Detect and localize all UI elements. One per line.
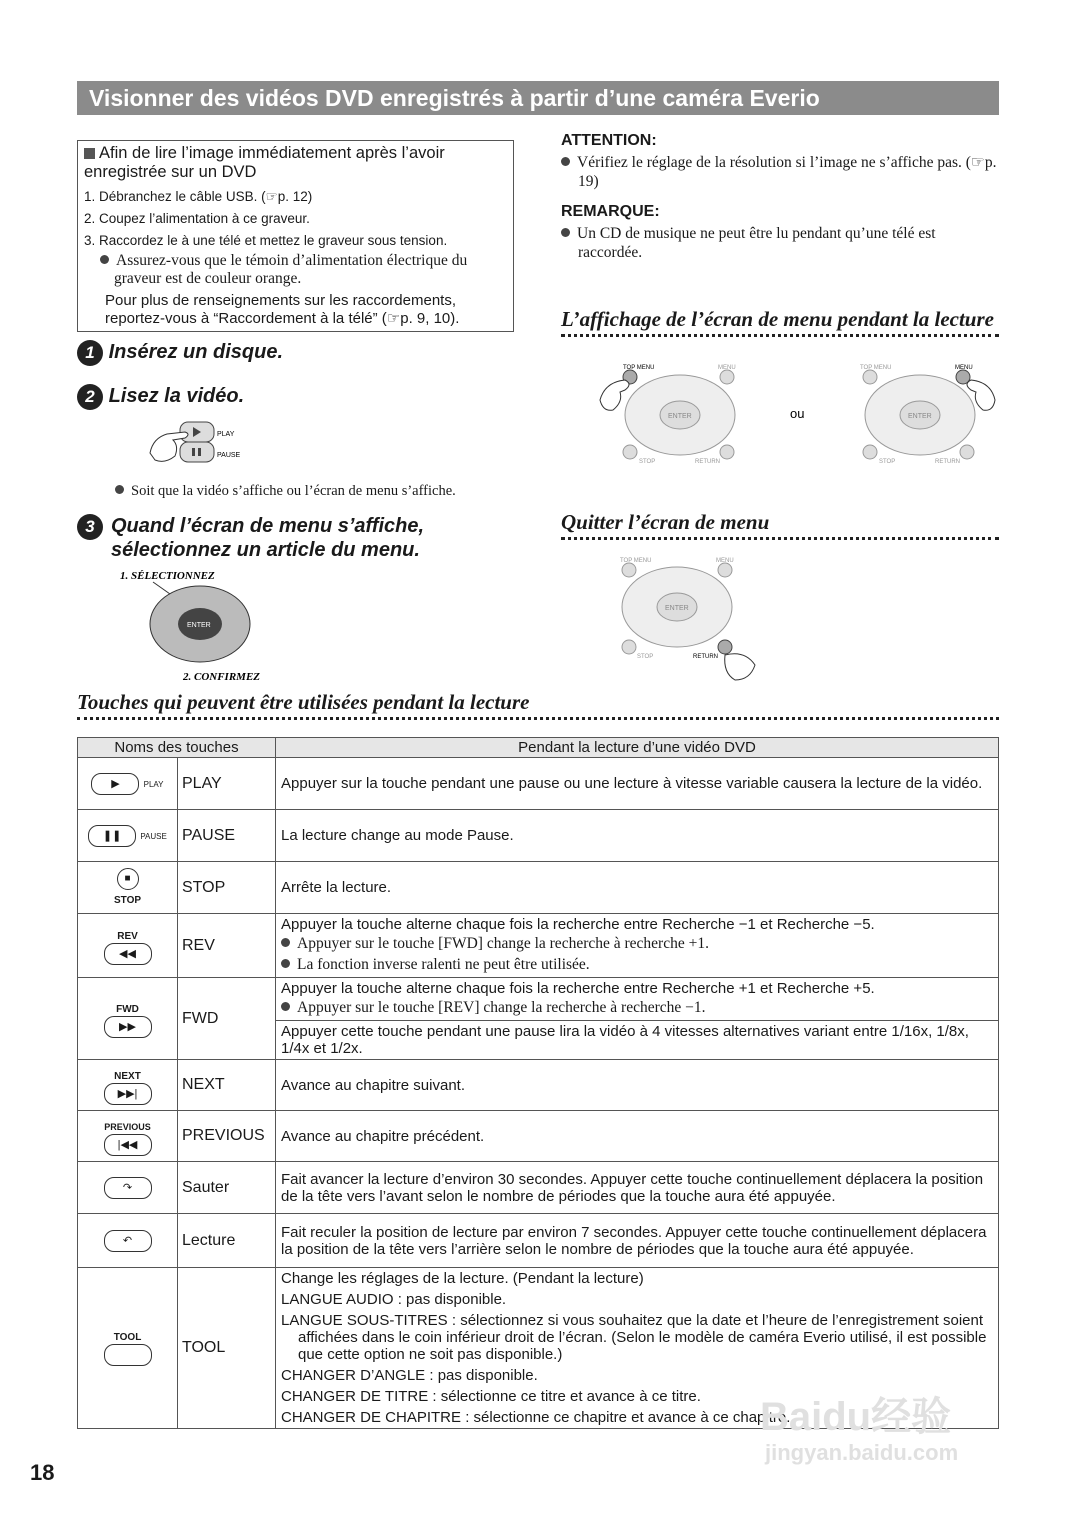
key-desc: Avance au chapitre suivant. xyxy=(276,1060,999,1111)
stop-label: STOP xyxy=(637,654,654,660)
key-desc: Change les réglages de la lecture. (Pendant la lecture) xyxy=(281,1270,644,1287)
table-row xyxy=(78,1162,999,1214)
menu-label: MENU xyxy=(955,365,973,371)
key-desc: Appuyer la touche alterne chaque fois la recherche entre Recherche −1 et Recherche −5. xyxy=(281,916,875,933)
step-3 xyxy=(77,514,497,562)
key-desc: La lecture change au mode Pause. xyxy=(276,810,999,862)
stop-label: STOP xyxy=(879,459,896,465)
table-row xyxy=(78,914,999,978)
menu-section-title: L’affichage de l’écran de menu pendant la lecture xyxy=(561,307,999,337)
key-desc: CHANGER DE TITRE : sélectionne ce titre et avance à ce titre. xyxy=(281,1388,701,1405)
attention-text: Vérifiez le réglage de la résolution si l’image ne s’affiche pas. (☞p. 19) xyxy=(577,154,997,190)
step-2 xyxy=(77,384,244,410)
top-menu-label: TOP MENU xyxy=(620,558,652,564)
rewind-icon: ◀◀ xyxy=(104,943,152,965)
note-bullet: Assurez-vous que le témoin d’alimentation électrique du graveur est de couleur orange. xyxy=(114,252,468,287)
table-header-desc: Pendant la lecture d’une vidéo DVD xyxy=(276,738,999,758)
step2-note: Soit que la vidéo s’affiche ou l’écran de menu s’affiche. xyxy=(131,483,456,499)
watermark-url: jingyan.baidu.com xyxy=(765,1440,959,1465)
enter-label: ENTER xyxy=(665,605,689,612)
step-1 xyxy=(77,340,283,366)
table-row xyxy=(78,862,999,914)
attention-title: ATTENTION: xyxy=(561,132,657,149)
icon-label: PAUSE xyxy=(140,831,167,841)
page-title: Visionner des vidéos DVD enregistrés à partir d’une caméra Everio xyxy=(77,81,999,115)
return-label: RETURN xyxy=(693,654,718,660)
key-desc: Appuyer sur la touche pendant une pause ou une lecture à vitesse variable causera la lecture de la vidéo. xyxy=(276,758,999,810)
note-step: 3. Raccordez le à une télé et mettez le graveur sous tension. xyxy=(84,233,448,248)
key-name: PLAY xyxy=(178,758,276,810)
return-label: RETURN xyxy=(935,459,960,465)
icon-label: PLAY xyxy=(143,779,164,789)
table-row xyxy=(78,1214,999,1268)
step-number: 2 xyxy=(77,384,103,410)
step-text: Insérez un disque. xyxy=(108,341,284,363)
stop-icon: ■ xyxy=(117,868,139,890)
step-text: Quand l’écran de menu s’affiche, sélectionnez un article du menu. xyxy=(111,515,425,561)
select-label: 1. SÉLECTIONNEZ xyxy=(120,570,215,582)
key-bullet: La fonction inverse ralenti ne peut être utilisée. xyxy=(297,956,590,973)
page-number: 18 xyxy=(30,1460,55,1485)
note-box xyxy=(77,140,514,332)
keys-table xyxy=(77,737,999,1429)
key-desc: Appuyer cette touche pendant une pause lira la vidéo à 4 vitesses alternatives variant entre 1/16x, 1/8x, 1/4x et 1/2x. xyxy=(276,1020,998,1059)
bullet-icon xyxy=(281,1002,290,1011)
key-desc: Fait reculer la position de lecture par environ 7 secondes. Appuyer cette touche continuellement déplacera la position de la tête vers l’arrière selon le nombre de périodes que la touche aura été appuyée. xyxy=(276,1214,999,1268)
icon-label: TOOL xyxy=(113,1331,142,1343)
watermark: Baidu经验 xyxy=(760,1395,952,1439)
icon-label: NEXT xyxy=(114,1070,141,1082)
bullet-icon xyxy=(100,255,109,264)
icon-label: FWD xyxy=(116,1004,139,1015)
bullet-icon xyxy=(281,959,290,968)
key-bullet: Appuyer sur le touche [FWD] change la recherche à recherche +1. xyxy=(297,935,709,952)
menu-label: MENU xyxy=(716,558,734,564)
key-name: FWD xyxy=(178,978,276,1060)
key-bullet: Appuyer sur le touche [REV] change la recherche à recherche −1. xyxy=(297,999,706,1016)
key-name: PREVIOUS xyxy=(178,1111,276,1162)
key-desc: Avance au chapitre précédent. xyxy=(276,1111,999,1162)
replay-icon: ↶ xyxy=(104,1230,152,1252)
key-desc: LANGUE AUDIO : pas disponible. xyxy=(281,1291,507,1308)
fast-forward-icon: ▶▶ xyxy=(104,1016,152,1038)
enter-label: ENTER xyxy=(187,622,211,629)
table-row xyxy=(78,1111,999,1162)
key-name: NEXT xyxy=(178,1060,276,1111)
key-name: PAUSE xyxy=(178,810,276,862)
pause-icon: ❚❚ xyxy=(88,825,136,847)
icon-label: REV xyxy=(117,931,138,942)
next-icon: ▶▶| xyxy=(104,1083,152,1105)
key-name: REV xyxy=(178,914,276,978)
return-label: RETURN xyxy=(695,459,720,465)
table-header-keys: Noms des touches xyxy=(78,738,276,758)
remarque-text: Un CD de musique ne peut être lu pendant qu’une télé est raccordée. xyxy=(577,225,936,261)
tool-icon xyxy=(104,1344,152,1366)
key-name: STOP xyxy=(178,862,276,914)
top-menu-label: TOP MENU xyxy=(860,365,892,371)
note-head: Afin de lire l’image immédiatement après l’avoir enregistrée sur un DVD xyxy=(84,144,445,181)
enter-label: ENTER xyxy=(668,413,692,420)
key-name: TOOL xyxy=(178,1268,276,1429)
stop-label: STOP xyxy=(639,459,656,465)
icon-label: STOP xyxy=(113,895,142,906)
key-desc: LANGUE SOUS-TITRES : sélectionnez si vous souhaitez que la date et l’heure de l’enregistrement soient affichées dans le coin inférieur droit de l’écran. (Selon le modèle de caméra Everio utilisé, il est possible que cette option ne soit pas disponible.) xyxy=(281,1312,987,1363)
remarque-title: REMARQUE: xyxy=(561,203,660,220)
quit-section-title: Quitter l’écran de menu xyxy=(561,510,999,540)
keys-section-title: Touches qui peuvent être utilisées pendant la lecture xyxy=(77,690,999,720)
key-desc: CHANGER DE CHAPITRE : sélectionne ce chapitre et avance à ce chapitre. xyxy=(281,1409,791,1426)
key-desc: CHANGER D’ANGLE : pas disponible. xyxy=(281,1367,538,1384)
menu-label: MENU xyxy=(718,365,736,371)
bullet-icon xyxy=(115,485,124,494)
bullet-icon xyxy=(561,228,570,237)
enter-label: ENTER xyxy=(908,413,932,420)
bullet-icon xyxy=(561,157,570,166)
menu-remote-illustration xyxy=(595,360,1005,470)
key-desc: Fait avancer la lecture d’environ 30 secondes. Appuyer cette touche continuellement déplacera la position de la tête vers l’avant selon le nombre de périodes que la touche aura été appuyée. xyxy=(276,1162,999,1214)
play-pause-illustration xyxy=(145,418,255,468)
top-menu-label: TOP MENU xyxy=(623,365,655,371)
step-number: 3 xyxy=(77,514,103,540)
table-row xyxy=(78,978,999,1060)
table-row xyxy=(78,758,999,810)
table-row xyxy=(78,1060,999,1111)
skip-forward-icon: ↷ xyxy=(104,1177,152,1199)
note-step: 1. Débranchez le câble USB. (☞p. 12) xyxy=(84,189,313,204)
play-icon: ▶ xyxy=(91,773,139,795)
step-text: Lisez la vidéo. xyxy=(108,385,245,407)
square-bullet-icon xyxy=(84,148,95,159)
quit-remote-illustration xyxy=(615,555,765,685)
pause-label: PAUSE xyxy=(217,452,241,459)
key-desc: Appuyer la touche alterne chaque fois la recherche entre Recherche +1 et Recherche +5. xyxy=(281,980,875,997)
table-row xyxy=(78,810,999,862)
play-label: PLAY xyxy=(217,431,235,438)
note-para: Pour plus de renseignements sur les raccordements, reportez-vous à “Raccordement à la télé” (☞p. 9, 10). xyxy=(105,292,460,327)
icon-label: PREVIOUS xyxy=(104,1121,151,1132)
key-name: Sauter xyxy=(178,1162,276,1214)
confirm-label: 2. CONFIRMEZ xyxy=(183,671,261,683)
key-desc: Arrête la lecture. xyxy=(276,862,999,914)
previous-icon: |◀◀ xyxy=(104,1134,152,1156)
select-confirm-illustration xyxy=(115,566,295,684)
or-label: ou xyxy=(790,406,805,421)
bullet-icon xyxy=(281,938,290,947)
step-number: 1 xyxy=(77,340,103,366)
key-name: Lecture xyxy=(178,1214,276,1268)
note-step: 2. Coupez l’alimentation à ce graveur. xyxy=(84,211,310,226)
